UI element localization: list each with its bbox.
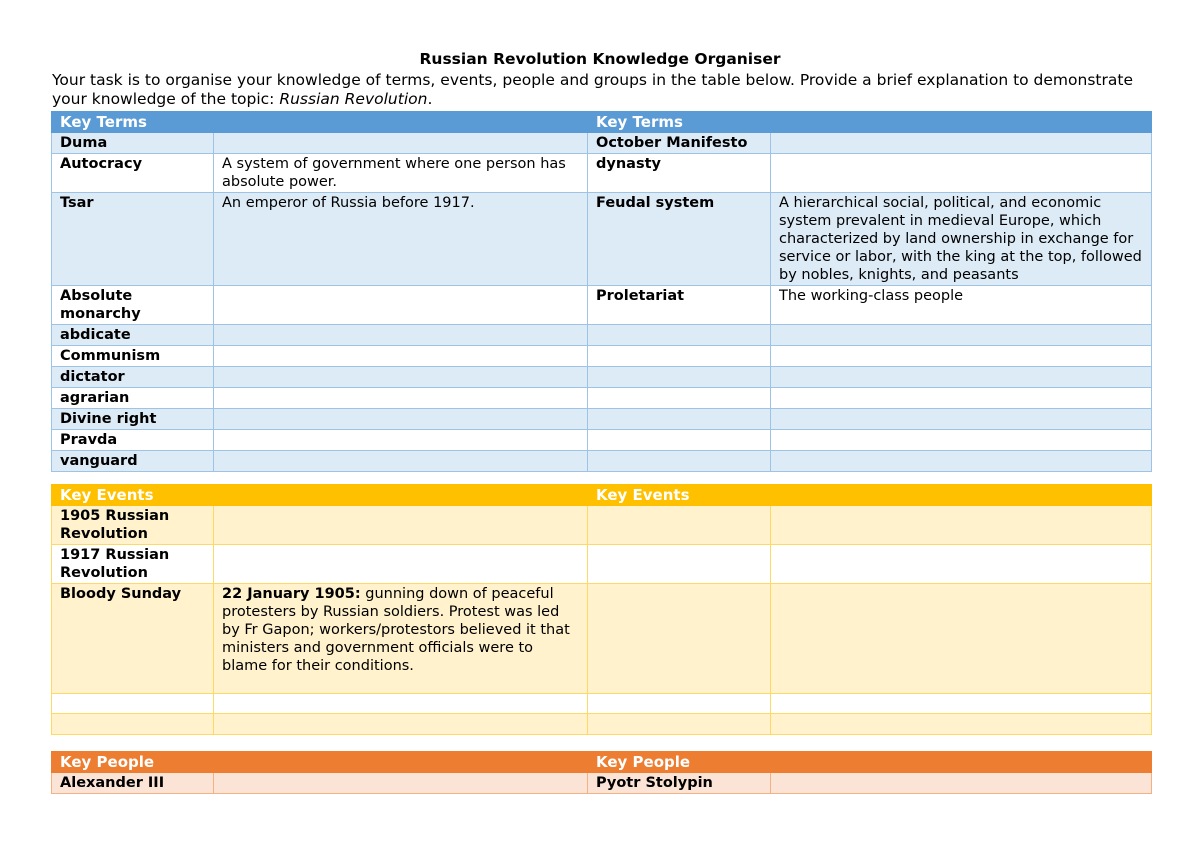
table-row (52, 133, 1152, 154)
term-cell: vanguard (52, 451, 214, 472)
definition-cell[interactable] (771, 388, 1152, 409)
table-row (52, 506, 1152, 545)
key-events-header-right: Key Events (588, 485, 1152, 506)
key-terms-header-left: Key Terms (52, 112, 588, 133)
table-row (52, 714, 1152, 735)
person-cell: Pyotr Stolypin (588, 773, 771, 794)
definition-cell[interactable]: A system of government where one person has absolute power. (214, 154, 588, 193)
term-cell: Proletariat (588, 286, 771, 325)
key-events-header-row (52, 485, 1152, 506)
intro-end: . (427, 90, 433, 108)
term-cell: Autocracy (52, 154, 214, 193)
term-cell: Duma (52, 133, 214, 154)
description-cell[interactable] (771, 545, 1152, 584)
term-cell: dynasty (588, 154, 771, 193)
table-row (52, 545, 1152, 584)
definition-cell[interactable] (214, 367, 588, 388)
key-people-table (51, 751, 1152, 794)
description-cell[interactable] (214, 584, 588, 694)
term-cell: Communism (52, 346, 214, 367)
description-cell[interactable] (771, 506, 1152, 545)
term-cell (588, 346, 771, 367)
term-cell (588, 451, 771, 472)
term-cell: Pravda (52, 430, 214, 451)
term-cell: dictator (52, 367, 214, 388)
table-row (52, 451, 1152, 472)
table-row (52, 430, 1152, 451)
event-cell (588, 584, 771, 694)
description-cell[interactable] (771, 714, 1152, 735)
table-row (52, 325, 1152, 346)
table-row (52, 388, 1152, 409)
document-title: Russian Revolution Knowledge Organiser (419, 50, 781, 68)
event-cell (52, 694, 214, 714)
event-date: 22 January 1905: (222, 586, 361, 602)
table-row (52, 154, 1152, 193)
term-cell (588, 367, 771, 388)
definition-cell[interactable] (771, 367, 1152, 388)
term-cell (588, 409, 771, 430)
definition-cell[interactable] (214, 451, 588, 472)
description-cell[interactable] (771, 773, 1152, 794)
event-cell: 1917 Russian Revolution (52, 545, 214, 584)
person-cell: Alexander III (52, 773, 214, 794)
event-cell (588, 714, 771, 735)
description-cell[interactable] (214, 506, 588, 545)
term-cell: Feudal system (588, 193, 771, 286)
key-terms-header-right: Key Terms (588, 112, 1152, 133)
event-cell (52, 714, 214, 735)
definition-cell[interactable] (214, 133, 588, 154)
key-people-header-left: Key People (52, 752, 588, 773)
definition-cell[interactable] (214, 325, 588, 346)
term-cell: abdicate (52, 325, 214, 346)
definition-cell[interactable] (771, 451, 1152, 472)
definition-cell[interactable] (214, 346, 588, 367)
definition-cell[interactable] (214, 409, 588, 430)
key-terms-table (51, 111, 1152, 472)
definition-cell[interactable] (214, 430, 588, 451)
intro-topic: Russian Revolution (279, 90, 428, 108)
term-cell: Divine right (52, 409, 214, 430)
definition-cell[interactable] (771, 346, 1152, 367)
table-row (52, 773, 1152, 794)
description-cell[interactable] (214, 545, 588, 584)
term-cell (588, 430, 771, 451)
key-people-header-row (52, 752, 1152, 773)
definition-cell[interactable] (771, 325, 1152, 346)
key-events-header-left: Key Events (52, 485, 588, 506)
event-cell: 1905 Russian Revolution (52, 506, 214, 545)
term-cell (588, 325, 771, 346)
term-cell: Tsar (52, 193, 214, 286)
table-row (52, 193, 1152, 286)
term-cell (588, 388, 771, 409)
table-row (52, 346, 1152, 367)
description-cell[interactable] (771, 584, 1152, 694)
definition-cell[interactable] (214, 388, 588, 409)
description-cell[interactable] (214, 773, 588, 794)
description-cell[interactable] (214, 694, 588, 714)
table-row (52, 367, 1152, 388)
definition-cell[interactable] (771, 133, 1152, 154)
event-description: gunning down of peaceful protesters by Russian soldiers. Protest was led by Fr Gapon; workers/protestors believed it that ministers and government officials were to blame for their conditions. (222, 586, 570, 674)
term-cell: October Manifesto (588, 133, 771, 154)
description-cell[interactable] (771, 694, 1152, 714)
definition-cell[interactable]: The working-class people (771, 286, 1152, 325)
table-row (52, 584, 1152, 694)
key-events-table (51, 484, 1152, 735)
table-row (52, 694, 1152, 714)
definition-cell[interactable]: A hierarchical social, political, and economic system prevalent in medieval Europe, which characterized by land ownership in exchange for service or labor, with the king at the top, followed by nobles, knights, and peasants (771, 193, 1152, 286)
event-cell (588, 545, 771, 584)
definition-cell[interactable] (214, 286, 588, 325)
definition-cell[interactable] (771, 154, 1152, 193)
event-cell: Bloody Sunday (52, 584, 214, 694)
event-cell (588, 506, 771, 545)
term-cell: Absolute monarchy (52, 286, 214, 325)
key-people-header-right: Key People (588, 752, 1152, 773)
key-terms-header-row (52, 112, 1152, 133)
description-cell[interactable] (214, 714, 588, 735)
term-cell: agrarian (52, 388, 214, 409)
intro-text: Your task is to organise your knowledge of terms, events, people and groups in the table below. Provide a brief explanation to demonstrate your knowledge of the topic: (52, 71, 1133, 108)
event-cell (588, 694, 771, 714)
definition-cell[interactable]: An emperor of Russia before 1917. (214, 193, 588, 286)
definition-cell[interactable] (771, 430, 1152, 451)
table-row (52, 286, 1152, 325)
table-row (52, 409, 1152, 430)
task-instructions (52, 71, 1152, 109)
definition-cell[interactable] (771, 409, 1152, 430)
